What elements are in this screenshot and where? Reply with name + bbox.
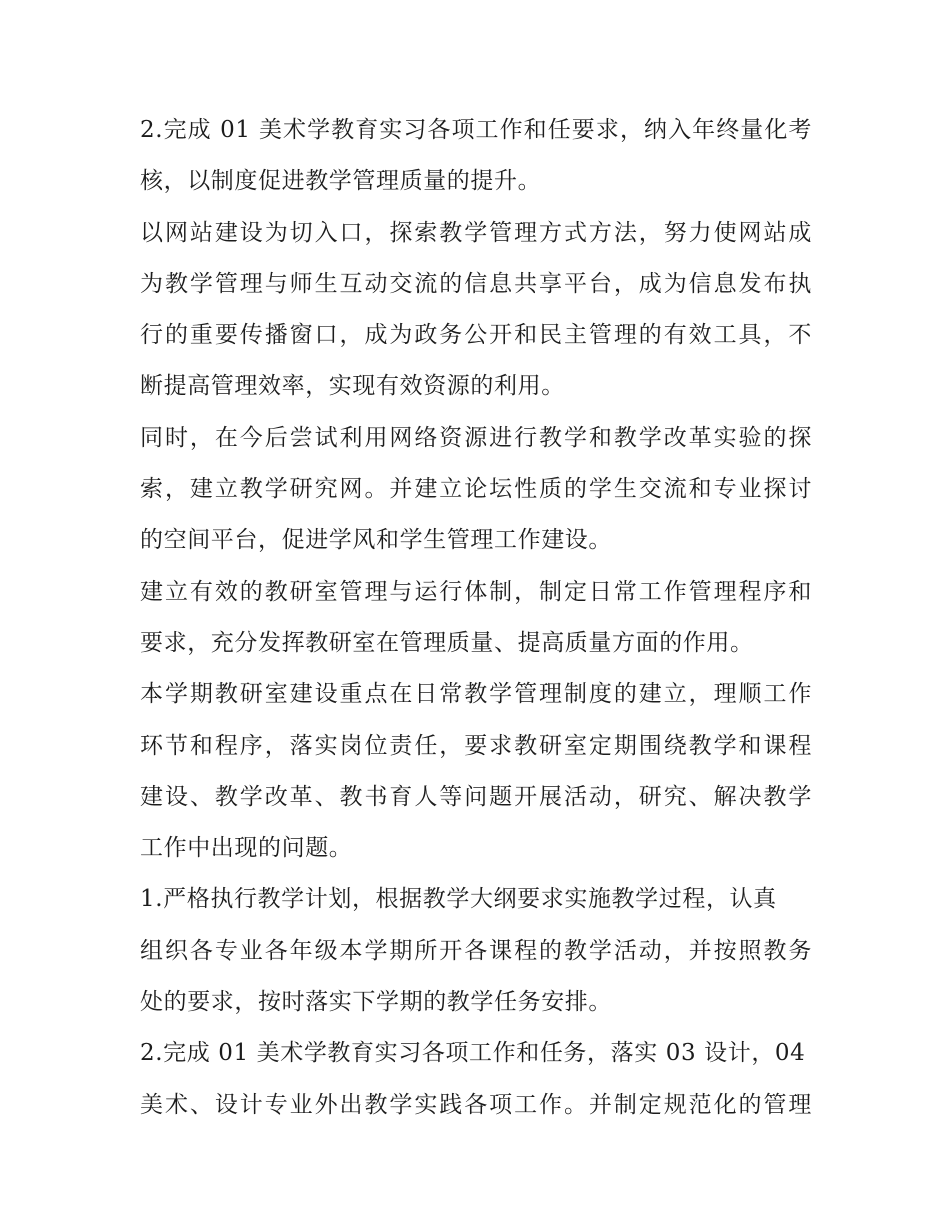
document-body xyxy=(140,105,812,1131)
text-line: 断提高管理效率，实现有效资源的利用。 xyxy=(140,373,565,400)
text-line: 2.完成 01 美术学教育实习各项工作和任务，落实 03 设计，04 xyxy=(140,1040,806,1067)
text-line: 美术、设计专业外出教学实践各项工作。并制定规范化的管理 xyxy=(140,1091,812,1118)
text-line: 行的重要传播窗口，成为政务公开和民主管理的有效工具，不 xyxy=(140,322,812,349)
text-line: 索，建立教学研究网。并建立论坛性质的学生交流和专业探讨 xyxy=(140,476,812,503)
text-line: 同时，在今后尝试利用网络资源进行教学和教学改革实验的探 xyxy=(140,424,812,451)
text-line: 核，以制度促进教学管理质量的提升。 xyxy=(140,168,542,195)
text-line: 建立有效的教研室管理与运行体制，制定日常工作管理程序和 xyxy=(140,578,812,605)
text-line: 环节和程序，落实岗位责任，要求教研室定期围绕教学和课程 xyxy=(140,732,812,759)
text-line: 的空间平台，促进学风和学生管理工作建设。 xyxy=(140,527,612,554)
text-line: 要求，充分发挥教研室在管理质量、提高质量方面的作用。 xyxy=(140,629,754,656)
text-line: 为教学管理与师生互动交流的信息共享平台，成为信息发布执 xyxy=(140,270,812,297)
text-line: 本学期教研室建设重点在日常教学管理制度的建立，理顺工作 xyxy=(140,681,812,708)
text-line: 建设、教学改革、教书育人等问题开展活动，研究、解决教学 xyxy=(140,783,812,810)
text-line: 2.完成 01 美术学教育实习各项工作和任要求，纳入年终量化考 xyxy=(140,117,812,143)
text-line: 工作中出现的问题。 xyxy=(140,835,353,862)
text-line: 1.严格执行教学计划，根据教学大纲要求实施教学过程，认真 xyxy=(140,886,777,913)
text-line: 组织各专业各年级本学期所开各课程的教学活动，并按照教务 xyxy=(140,937,812,964)
text-line: 处的要求，按时落实下学期的教学任务安排。 xyxy=(140,989,612,1016)
text-line: 以网站建设为切入口，探索教学管理方式方法，努力使网站成 xyxy=(140,219,812,246)
